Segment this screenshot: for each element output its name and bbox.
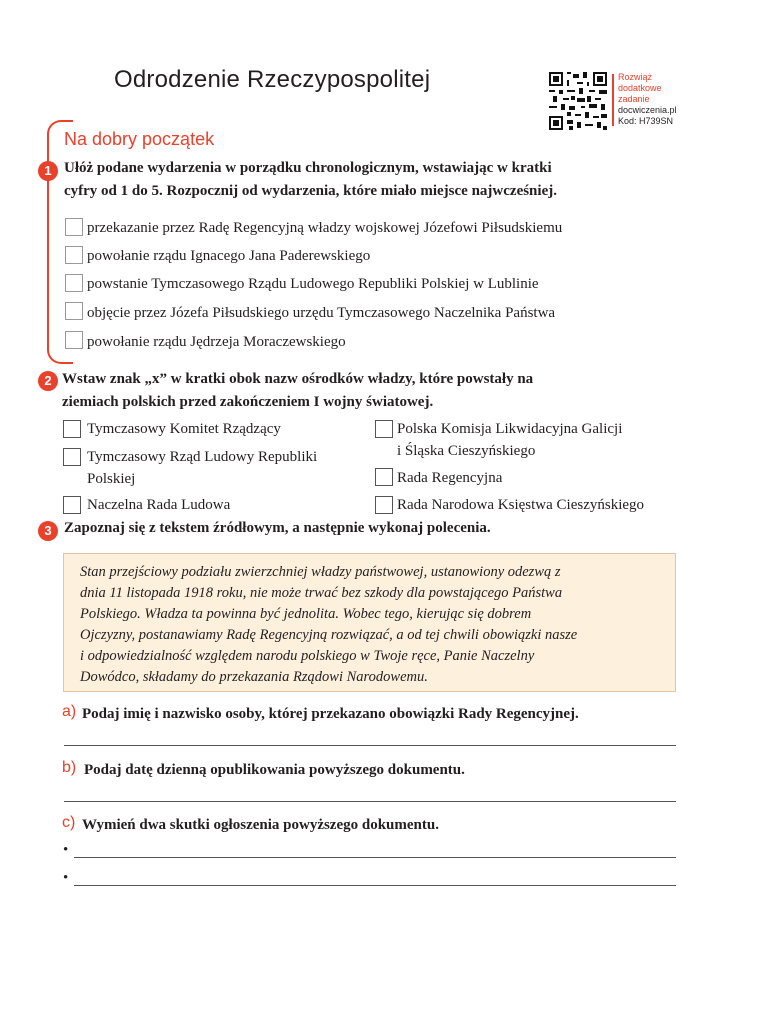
task-1-checkbox-5[interactable] [65, 331, 83, 349]
task-2-checkbox-left-1[interactable] [63, 420, 81, 438]
task-2-checkbox-left-3[interactable] [63, 496, 81, 514]
qr-label-2: dodatkowe [618, 83, 662, 93]
task-3-instruction: Zapoznaj się z tekstem źródłowym, a następnie wykonaj polecenia. [64, 520, 491, 536]
task-1-item-4: objęcie przez Józefa Piłsudskiego urzędu Tymczasowego Naczelnika Państwa [87, 305, 556, 321]
task-2-right-item-1 [397, 418, 622, 462]
source-line-3: Polskiego. Władza ta powinna być jednolita. Wobec tego, kierując się dobrem [80, 606, 532, 622]
task-2-checkbox-left-2[interactable] [63, 448, 81, 466]
source-text [80, 562, 665, 688]
answer-line-c2[interactable] [74, 885, 676, 886]
task-2-instruction [62, 368, 533, 414]
task-1-instruction-line1: Ułóż podane wydarzenia w porządku chronologicznym, wstawiając w kratki [64, 160, 552, 176]
task-1-checkbox-2[interactable] [65, 246, 83, 264]
question-b-text: Podaj datę dzienną opublikowania powyższego dokumentu. [84, 762, 465, 778]
answer-line-c1[interactable] [74, 857, 676, 858]
source-line-1: Stan przejściowy podziału zwierzchniej władzy państwowej, ustanowiony odezwą z [80, 564, 561, 580]
answer-line-b[interactable] [64, 801, 676, 802]
bullet-1: • [63, 842, 69, 858]
source-line-6: Dowódco, składamy do przekazania Rządowi Narodowemu. [80, 669, 428, 685]
source-line-4: Ojczyzny, postanawiamy Radę Regencyjną rozwiązać, a od tej chwili obowiązki nasze [80, 627, 578, 643]
task-2-right-item-3: Rada Narodowa Księstwa Cieszyńskiego [397, 497, 645, 513]
task-2-instruction-line2: ziemiach polskich przed zakończeniem I wojny światowej. [62, 394, 434, 410]
task-1-number: 1 [38, 161, 58, 181]
task-2-right-item-1-line1: Polska Komisja Likwidacyjna Galicji [397, 421, 623, 437]
task-2-instruction-line1: Wstaw znak „x” w kratki obok nazw ośrodków władzy, które powstały na [62, 371, 534, 387]
task-3-number: 3 [38, 521, 58, 541]
task-2-left-item-2 [87, 446, 317, 490]
task-2-number: 2 [38, 371, 58, 391]
task-1-checkbox-4[interactable] [65, 302, 83, 320]
qr-site[interactable]: docwiczenia.pl [618, 105, 677, 115]
question-b-letter: b) [62, 759, 77, 776]
qr-label-3: zadanie [618, 94, 650, 104]
task-2-left-item-1: Tymczasowy Komitet Rządzący [87, 421, 281, 437]
task-1-item-3: powstanie Tymczasowego Rządu Ludowego Republiki Polskiej w Lublinie [87, 276, 539, 292]
source-line-2: dnia 11 listopada 1918 roku, nie może trwać bez szkody dla powstającego Państwa [80, 585, 563, 601]
question-a-text: Podaj imię i nazwisko osoby, której przekazano obowiązki Rady Regencyjnej. [82, 706, 579, 722]
task-2-right-item-1-line2: i Śląska Cieszyńskiego [397, 443, 536, 459]
question-a-letter: a) [62, 703, 77, 720]
task-2-left-item-2-line1: Tymczasowy Rząd Ludowy Republiki [87, 449, 318, 465]
qr-info [618, 72, 677, 127]
task-1-checkbox-3[interactable] [65, 274, 83, 292]
source-text-box [63, 553, 676, 692]
qr-code-text: Kod: H739SN [618, 116, 674, 126]
question-c-text: Wymień dwa skutki ogłoszenia powyższego dokumentu. [82, 817, 439, 833]
task-1-item-1: przekazanie przez Radę Regencyjną władzy wojskowej Józefowi Piłsudskiemu [87, 220, 563, 236]
task-2-checkbox-right-3[interactable] [375, 496, 393, 514]
qr-code-icon[interactable] [549, 72, 607, 130]
bullet-2: • [63, 870, 69, 886]
task-1-item-2: powołanie rządu Ignacego Jana Paderewskiego [87, 248, 371, 264]
answer-line-a[interactable] [64, 745, 676, 746]
page-title: Odrodzenie Rzeczypospolitej [114, 66, 431, 93]
task-1-checkbox-1[interactable] [65, 218, 83, 236]
task-2-left-item-2-line2: Polskiej [87, 471, 136, 487]
qr-divider [612, 74, 614, 126]
task-2-left-item-3: Naczelna Rada Ludowa [87, 497, 231, 513]
task-2-checkbox-right-1[interactable] [375, 420, 393, 438]
question-c-letter: c) [62, 814, 76, 831]
source-line-5: i odpowiedzialność względem narodu polskiego w Twoje ręce, Panie Naczelny [80, 648, 535, 664]
section-title: Na dobry początek [64, 129, 215, 149]
task-1-instruction-line2: cyfry od 1 do 5. Rozpocznij od wydarzenia, które miało miejsce najwcześniej. [64, 183, 557, 199]
task-2-checkbox-right-2[interactable] [375, 468, 393, 486]
task-2-right-item-2: Rada Regencyjna [397, 470, 503, 486]
qr-label-1: Rozwiąż [618, 72, 653, 82]
task-1-item-5: powołanie rządu Jędrzeja Moraczewskiego [87, 334, 346, 350]
task-1-instruction [64, 157, 557, 203]
